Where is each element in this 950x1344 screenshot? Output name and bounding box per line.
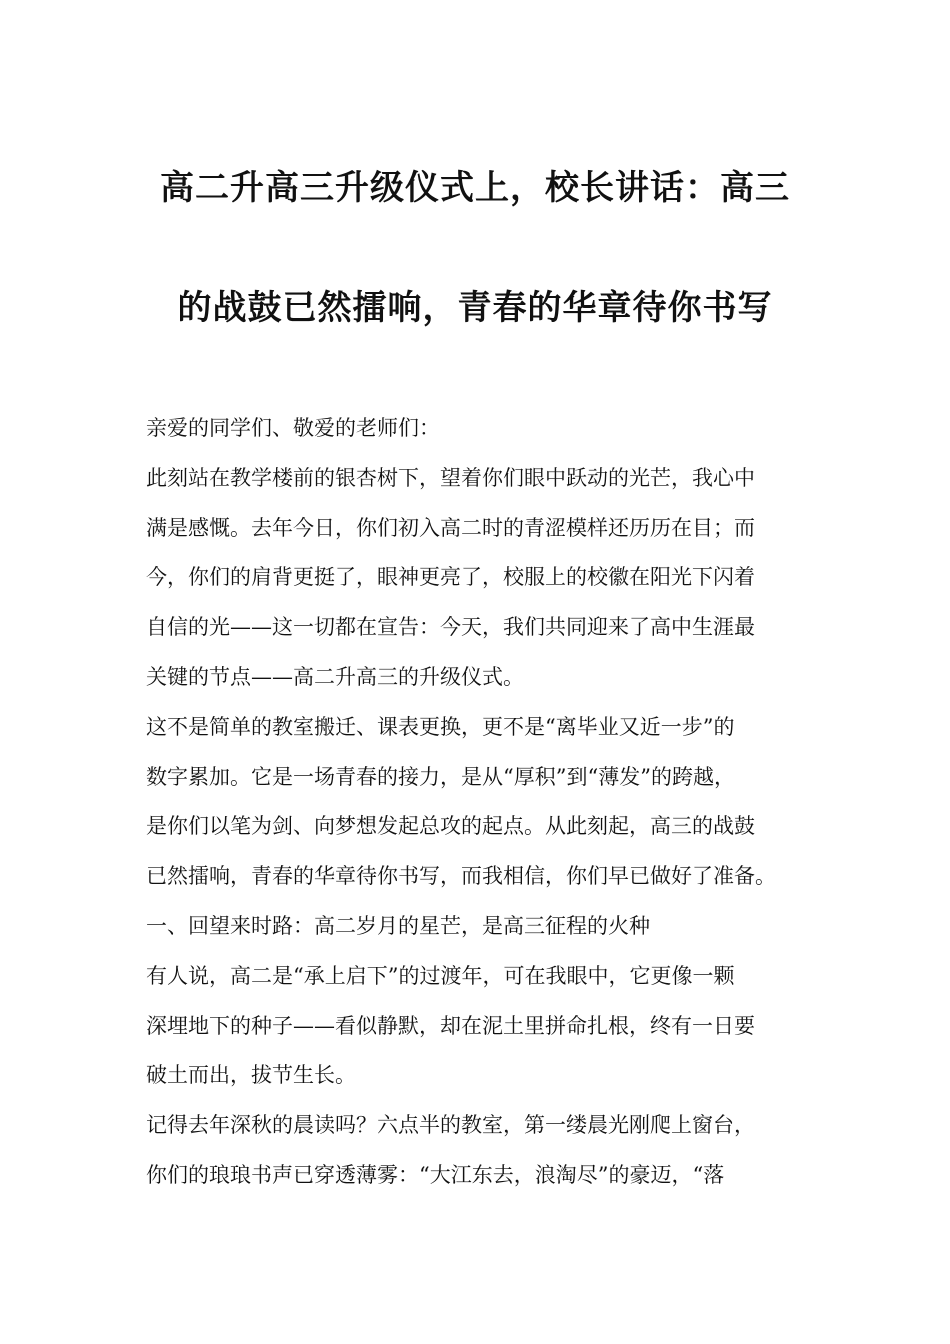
paragraph-line: 关键的节点——高二升高三的升级仪式。 <box>146 664 524 689</box>
paragraph-line: 今，你们的肩背更挺了，眼神更亮了，校服上的校徽在阳光下闪着 <box>146 565 755 590</box>
title-line-1: 高二升高三升级仪式上，校长讲话：高三 <box>160 168 790 208</box>
salutation: 亲爱的同学们、敬爱的老师们： <box>146 416 440 440</box>
body-text <box>146 413 846 1210</box>
paragraph-line: 你们的琅琅书声已穿透薄雾：“大江东去，浪淘尽”的豪迈，“落 <box>146 1162 725 1187</box>
paragraph-line: 此刻站在教学楼前的银杏树下，望着你们眼中跃动的光芒，我心中 <box>146 465 755 490</box>
paragraph-line: 数字累加。它是一场青春的接力，是从“厚积”到“薄发”的跨越， <box>146 764 735 789</box>
paragraph-line: 有人说，高二是“承上启下”的过渡年，可在我眼中，它更像一颗 <box>146 963 735 988</box>
paragraph-line: 深埋地下的种子——看似静默，却在泥土里拼命扎根，终有一日要 <box>146 1013 755 1038</box>
paragraph-line: 记得去年深秋的晨读吗？六点半的教室，第一缕晨光刚爬上窗台， <box>146 1113 755 1138</box>
section-heading: 一、回望来时路：高二岁月的星芒，是高三征程的火种 <box>146 913 650 938</box>
paragraph-line: 满是感慨。去年今日，你们初入高二时的青涩模样还历历在目；而 <box>146 515 755 540</box>
paragraph-line: 自信的光——这一切都在宣告：今天，我们共同迎来了高中生涯最 <box>146 615 755 640</box>
paragraph-line: 这不是简单的教室搬迁、课表更换，更不是“离毕业又近一步”的 <box>146 714 735 739</box>
title-line-2: 的战鼓已然擂响，青春的华章待你书写 <box>177 288 773 328</box>
paragraph-line: 已然擂响，青春的华章待你书写，而我相信，你们早已做好了准备。 <box>146 864 776 889</box>
paragraph-line: 是你们以笔为剑、向梦想发起总攻的起点。从此刻起，高三的战鼓 <box>146 814 755 839</box>
paragraph-line: 破土而出，拔节生长。 <box>146 1063 356 1088</box>
